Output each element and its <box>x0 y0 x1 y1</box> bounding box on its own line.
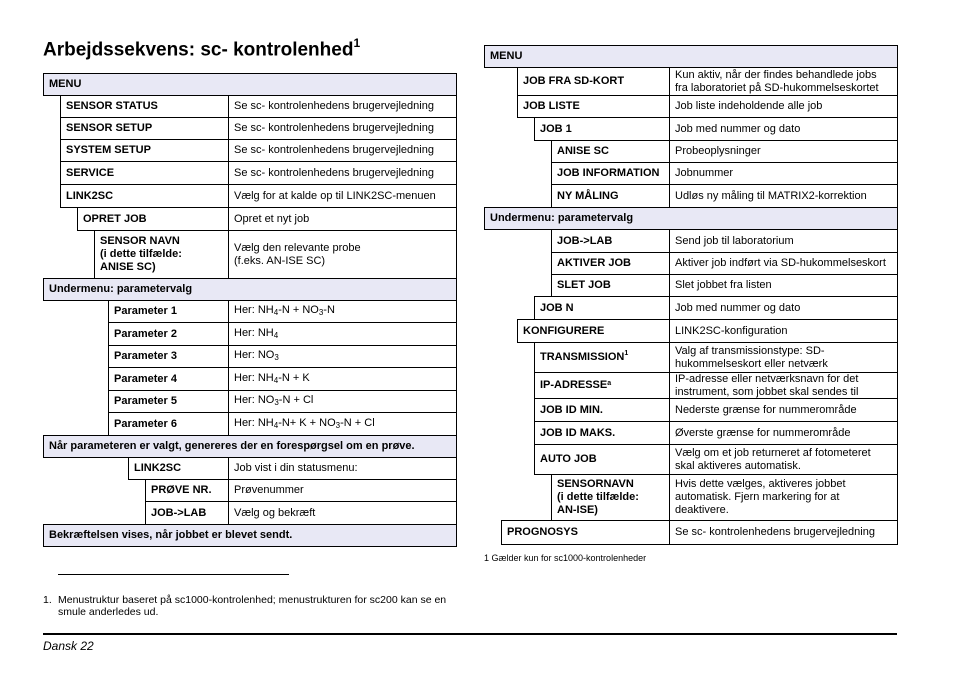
menu-item-value <box>670 474 898 521</box>
section-header <box>484 207 898 230</box>
menu-row <box>60 139 457 162</box>
menu-item-key <box>534 117 670 141</box>
menu-item-value <box>670 95 898 118</box>
menu-item-value <box>229 300 457 323</box>
menu-item-label <box>114 301 224 322</box>
menu-item-key <box>108 412 229 436</box>
menu-item-description: Vælg for at kalde op til LINK2SC-menuen <box>234 189 436 202</box>
menu-item-label-text: NY MÅLING <box>557 189 619 202</box>
menu-item-description: Aktiver job indført via SD-hukommelseskort <box>675 257 886 269</box>
menu-item-label <box>114 368 224 390</box>
menu-row <box>108 412 457 436</box>
value-text-part: Her: NH <box>234 416 274 429</box>
value-text-part: -N + NO <box>278 304 319 316</box>
value-text-part: Her: NO <box>234 349 275 361</box>
menu-row <box>145 501 457 525</box>
menu-item-description: Se sc- kontrolenhedens brugervejledning <box>234 100 434 112</box>
menu-row <box>128 457 457 480</box>
menu-item-value <box>229 184 457 208</box>
menu-row <box>534 342 898 373</box>
value-text-part: -N + Cl <box>278 394 314 406</box>
footnote-left <box>43 594 453 618</box>
menu-item-label <box>557 141 665 162</box>
value-text-part: Her: NH <box>234 326 274 339</box>
menu-item-label <box>66 162 224 184</box>
page-number: Dansk 22 <box>43 639 94 653</box>
footnote-mark: a <box>607 380 612 387</box>
menu-item-label-text: SERVICE <box>66 166 115 179</box>
menu-item-description: Nederste grænse for nummerområde <box>675 403 857 416</box>
menu-item-description: Vælg om et job returneret af fotometeret skal aktiveres automatisk. <box>675 446 871 472</box>
menu-item-value <box>229 322 457 346</box>
menu-item-description: Opret et nyt job <box>234 212 310 225</box>
menu-row <box>534 421 898 445</box>
menu-item-label-text: JOB LISTE <box>523 100 580 112</box>
menu-item-label <box>66 140 224 161</box>
menu-item-description: Kun aktiv, når der findes behandlede jobs fra laboratoriet på SD-hukommelseskortet <box>675 68 879 94</box>
menu-item-key <box>108 300 229 323</box>
menu-item-label-text: KONFIGURERE <box>523 324 605 337</box>
value-text-part: Her: NH <box>234 304 274 316</box>
menu-item-label <box>540 422 665 444</box>
menu-item-key <box>145 479 229 502</box>
menu-item-label <box>557 475 665 520</box>
menu-row <box>551 184 898 208</box>
menu-item-label-text: PROGNOSYS <box>507 526 578 538</box>
menu-item-value <box>670 520 898 545</box>
page-bottom-rule <box>43 633 897 635</box>
menu-item-label <box>523 320 665 342</box>
menu-item-value <box>229 230 457 279</box>
menu-row <box>108 322 457 346</box>
menu-row <box>551 474 898 521</box>
menu-item-key <box>517 95 670 118</box>
menu-item-key <box>551 229 670 253</box>
menu-item-description <box>234 301 452 322</box>
menu-item-description: Job vist i din statusmenu: <box>234 462 358 474</box>
section-header <box>43 435 457 458</box>
menu-item-value <box>670 252 898 275</box>
section-header <box>43 278 457 301</box>
menu-row <box>108 367 457 391</box>
menu-item-key <box>108 390 229 413</box>
menu-item-description: Send job til laboratorium <box>675 234 794 247</box>
menu-item-label-text: ANISE SC <box>557 145 609 157</box>
menu-item-key <box>60 184 229 208</box>
menu-item-label-text: SYSTEM SETUP <box>66 144 151 156</box>
menu-row <box>551 229 898 253</box>
menu-item-label <box>100 231 224 278</box>
menu-item-description: Slet jobbet fra listen <box>675 279 772 291</box>
menu-item-label <box>540 373 665 398</box>
menu-row <box>534 296 898 320</box>
menu-item-key <box>145 501 229 525</box>
menu-item-value <box>670 296 898 320</box>
chemical-subscript: 3 <box>335 420 341 430</box>
section-header-label: MENU <box>49 78 82 90</box>
menu-item-key <box>108 322 229 346</box>
menu-item-label-text: JOB ID MIN. <box>540 403 603 416</box>
section-header-label: Når parameteren er valgt, genereres der en forespørgsel om en prøve. <box>49 440 415 452</box>
menu-item-key <box>94 230 229 279</box>
menu-item-description <box>234 368 452 390</box>
menu-item-label-text: AKTIVER JOB <box>557 257 631 269</box>
chemical-subscript: 3 <box>318 308 324 317</box>
menu-item-value <box>229 95 457 118</box>
menu-row <box>534 398 898 422</box>
menu-item-label <box>151 502 224 524</box>
section-header-label: MENU <box>490 50 523 62</box>
menu-item-label <box>507 521 665 544</box>
menu-item-label <box>114 346 224 367</box>
menu-item-value <box>670 274 898 297</box>
menu-item-key <box>551 140 670 163</box>
menu-item-key <box>551 162 670 185</box>
menu-item-description: Job med nummer og dato <box>675 122 801 135</box>
menu-item-description <box>234 413 452 435</box>
menu-item-key <box>534 398 670 422</box>
menu-item-value <box>670 117 898 141</box>
menu-item-value <box>670 184 898 208</box>
value-text-part: Her: NO <box>234 394 275 406</box>
menu-item-label <box>151 480 224 501</box>
menu-item-label-text: Parameter 5 <box>114 395 177 407</box>
menu-item-label <box>134 458 224 479</box>
menu-item-label <box>66 118 224 139</box>
menu-item-description: Job med nummer og dato <box>675 301 801 314</box>
menu-item-description: LINK2SC-konfiguration <box>675 324 788 337</box>
menu-item-description: Øverste grænse for nummerområde <box>675 426 851 439</box>
menu-row <box>77 207 457 231</box>
menu-item-key <box>128 457 229 480</box>
section-header <box>43 73 457 96</box>
menu-row <box>145 479 457 502</box>
menu-item-label-text: IP-ADRESSE <box>540 379 608 391</box>
menu-item-label-text: LINK2SC <box>134 462 182 474</box>
menu-item-key <box>517 319 670 343</box>
menu-item-value <box>229 117 457 140</box>
menu-row <box>60 117 457 140</box>
chemical-subscript: 4 <box>273 330 279 340</box>
menu-row <box>517 319 898 343</box>
menu-item-value <box>670 162 898 185</box>
menu-item-description: Job liste indeholdende alle job <box>675 100 823 112</box>
chemical-subscript: 4 <box>273 375 279 385</box>
menu-item-label-text: SENSOR NAVN (i dette tilfælde: ANISE SC) <box>100 235 182 273</box>
menu-item-key <box>551 252 670 275</box>
menu-item-description: Se sc- kontrolenhedens brugervejledning <box>234 122 434 134</box>
menu-item-label-text: JOB INFORMATION <box>557 167 660 179</box>
chemical-subscript: 3 <box>274 353 279 362</box>
menu-item-key <box>534 444 670 475</box>
menu-item-description: Se sc- kontrolenhedens brugervejledning <box>234 144 434 156</box>
menu-item-value <box>229 412 457 436</box>
menu-item-description: Valg af transmissionstype: SD- hukommelseskort eller netværk <box>675 344 828 370</box>
menu-row <box>60 184 457 208</box>
menu-item-label <box>66 185 224 207</box>
menu-item-value <box>670 421 898 445</box>
menu-item-description: Probeoplysninger <box>675 145 761 157</box>
menu-item-label <box>540 343 665 372</box>
menu-item-label-text: Parameter 3 <box>114 350 177 362</box>
menu-item-value <box>229 457 457 480</box>
menu-item-label <box>540 297 665 319</box>
menu-item-label <box>557 230 665 252</box>
menu-row <box>60 95 457 118</box>
menu-item-description: Vælg den relevante probe (f.eks. AN-ISE SC) <box>234 241 361 267</box>
menu-item-label-text: SENSOR STATUS <box>66 100 158 112</box>
value-text-part: -N + Cl <box>340 416 375 429</box>
menu-item-label <box>540 118 665 140</box>
menu-item-label-text: OPRET JOB <box>83 212 147 225</box>
menu-item-description: Prøvenummer <box>234 484 304 496</box>
menu-item-value <box>229 367 457 391</box>
menu-item-label-text: Parameter 2 <box>114 327 177 340</box>
section-header-label: Bekræftelsen vises, når jobbet er blevet sendt. <box>49 529 293 541</box>
menu-row <box>517 95 898 118</box>
menu-item-value <box>229 345 457 368</box>
menu-item-value <box>229 161 457 185</box>
menu-item-value <box>670 444 898 475</box>
menu-item-label <box>540 399 665 421</box>
menu-item-value <box>670 229 898 253</box>
menu-item-description: Vælg og bekræft <box>234 506 316 519</box>
menu-item-label-text: Parameter 6 <box>114 417 177 430</box>
menu-item-label-text: AUTO JOB <box>540 453 597 465</box>
value-text-part: -N + K <box>278 371 310 384</box>
menu-item-key <box>534 296 670 320</box>
menu-row <box>108 390 457 413</box>
menu-row <box>534 372 898 399</box>
menu-item-label-text: TRANSMISSION <box>540 351 625 363</box>
menu-item-label-text: Parameter 4 <box>114 372 177 385</box>
menu-item-label <box>557 275 665 296</box>
menu-row <box>551 274 898 297</box>
menu-item-description: IP-adresse eller netværksnavn for det instrument, som jobbet skal sendes til <box>675 372 859 398</box>
menu-item-label <box>114 323 224 345</box>
menu-item-label-text: JOB 1 <box>540 122 572 135</box>
menu-item-key <box>77 207 229 231</box>
menu-row <box>501 520 898 545</box>
menu-item-label-text: PRØVE NR. <box>151 484 212 496</box>
menu-item-label <box>114 391 224 412</box>
menu-item-value <box>670 140 898 163</box>
menu-item-key <box>551 274 670 297</box>
menu-row <box>94 230 457 279</box>
value-text-part: Her: NH <box>234 371 274 384</box>
menu-item-key <box>517 67 670 96</box>
menu-item-key <box>60 117 229 140</box>
footnote-separator <box>58 574 289 575</box>
menu-item-label <box>523 68 665 95</box>
chemical-subscript: 4 <box>273 308 279 317</box>
menu-item-label-text: LINK2SC <box>66 189 114 202</box>
menu-item-label <box>523 96 665 117</box>
menu-item-label-text: SENSORNAVN (i dette tilfælde: AN-ISE) <box>557 478 639 516</box>
menu-item-description: Se sc- kontrolenhedens brugervejledning <box>234 166 434 179</box>
menu-item-label-text: JOB FRA SD-KORT <box>523 75 625 87</box>
menu-item-key <box>534 342 670 373</box>
menu-item-value <box>229 390 457 413</box>
menu-item-label <box>114 413 224 435</box>
menu-item-label <box>66 96 224 117</box>
menu-item-key <box>551 184 670 208</box>
menu-item-value <box>229 207 457 231</box>
menu-item-description: Jobnummer <box>675 167 734 179</box>
value-text-part: -N+ K + NO <box>278 416 336 429</box>
menu-row <box>534 444 898 475</box>
menu-item-value <box>670 319 898 343</box>
menu-item-value <box>670 342 898 373</box>
menu-item-key <box>534 421 670 445</box>
menu-item-key <box>60 161 229 185</box>
menu-row <box>108 300 457 323</box>
menu-item-key <box>60 95 229 118</box>
menu-item-key <box>60 139 229 162</box>
menu-item-description <box>234 346 452 367</box>
menu-item-label-text: JOB->LAB <box>151 506 207 519</box>
menu-item-value <box>229 501 457 525</box>
menu-item-key <box>551 474 670 521</box>
section-header-label: Undermenu: parametervalg <box>490 212 634 224</box>
section-header-label: Undermenu: parametervalg <box>49 283 193 295</box>
page-title <box>43 37 360 61</box>
menu-item-label-text: JOB N <box>540 301 574 314</box>
menu-row <box>60 161 457 185</box>
menu-item-value <box>229 479 457 502</box>
menu-item-key <box>534 372 670 399</box>
menu-item-value <box>670 67 898 96</box>
menu-item-label-text: Parameter 1 <box>114 305 177 317</box>
footnote-mark: 1 <box>624 350 629 357</box>
menu-item-label <box>83 208 224 230</box>
menu-row <box>551 162 898 185</box>
menu-item-description: Hvis dette vælges, aktiveres jobbet automatisk. Fjern markering for at deaktivere. <box>675 478 846 516</box>
menu-item-description: Udløs ny måling til MATRIX2-korrektion <box>675 189 867 202</box>
title-footnote-mark: 1 <box>353 36 361 50</box>
menu-item-label-text: JOB ID MAKS. <box>540 426 616 439</box>
menu-item-key <box>108 345 229 368</box>
menu-item-value <box>229 139 457 162</box>
footnote-right: 1 Gælder kun for sc1000-kontrolenheder <box>484 553 647 563</box>
menu-row <box>551 252 898 275</box>
menu-item-description <box>234 323 452 345</box>
menu-item-label-text: SLET JOB <box>557 279 611 291</box>
menu-item-label <box>557 185 665 207</box>
section-header <box>484 45 898 68</box>
menu-row <box>517 67 898 96</box>
footnote-left-number: 1. <box>43 594 52 606</box>
menu-row <box>534 117 898 141</box>
menu-item-value <box>670 372 898 399</box>
menu-item-label <box>557 163 665 184</box>
menu-item-label <box>540 445 665 474</box>
footnote-left-text: Menustruktur baseret på sc1000-kontrolenhed; menustrukturen for sc200 kan se en smule anderledes ud. <box>58 594 447 618</box>
menu-item-key <box>501 520 670 545</box>
page-title-text: Arbejdssekvens: sc- kontrolenhed <box>43 39 354 61</box>
menu-item-description: Se sc- kontrolenhedens brugervejledning <box>675 526 875 538</box>
value-text-part: -N <box>323 304 335 316</box>
menu-item-label <box>557 253 665 274</box>
menu-item-description <box>234 391 452 412</box>
chemical-subscript: 4 <box>273 420 279 430</box>
menu-row <box>108 345 457 368</box>
menu-item-value <box>670 398 898 422</box>
chemical-subscript: 3 <box>274 398 279 407</box>
menu-item-label-text: SENSOR SETUP <box>66 122 153 134</box>
menu-item-label-text: JOB->LAB <box>557 234 613 247</box>
menu-item-key <box>108 367 229 391</box>
section-header <box>43 524 457 547</box>
menu-row <box>551 140 898 163</box>
